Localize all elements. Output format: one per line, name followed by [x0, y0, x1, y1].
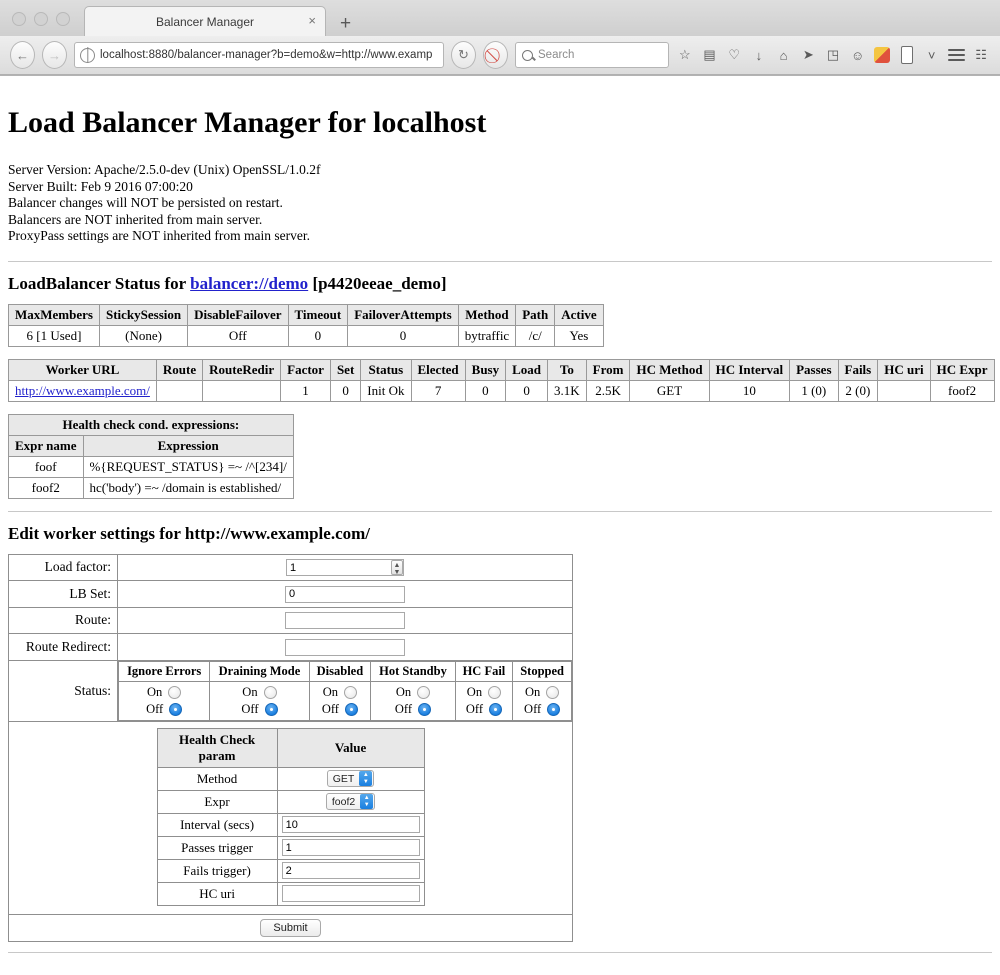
worker-table [8, 359, 995, 402]
on-label: On [147, 684, 163, 699]
battery-icon[interactable] [898, 44, 916, 66]
load-factor-cell [118, 554, 573, 581]
draining-mode-on-radio[interactable] [264, 686, 277, 699]
window-traffic-lights [12, 12, 70, 26]
hc-interval-cell [277, 813, 424, 836]
route-cell [118, 607, 573, 634]
col-timeout: Timeout [288, 304, 348, 325]
col-to: To [548, 359, 587, 380]
col-disabled: Disabled [309, 661, 371, 681]
hc-interval-input[interactable] [282, 816, 420, 833]
divider [8, 511, 992, 512]
table-row [9, 325, 604, 346]
lb-set-cell [118, 581, 573, 608]
hc-fails-cell [277, 859, 424, 882]
hc-method-label: Method [157, 767, 277, 790]
col-worker-url: Worker URL [9, 359, 157, 380]
col-expr-name: Expr name [9, 435, 84, 456]
form-row-lb-set [9, 581, 573, 608]
ignore-errors-toggle [119, 681, 210, 720]
disabled-off-row[interactable] [315, 701, 366, 718]
col-hc-param: Health Check param [157, 728, 277, 767]
ignore-errors-off-radio[interactable] [169, 703, 182, 716]
cell-hc-interval: 10 [709, 380, 790, 401]
route-redirect-input[interactable] [285, 639, 405, 656]
col-hc-value: Value [277, 728, 424, 767]
hc-fail-on-radio[interactable] [488, 686, 501, 699]
cell-busy: 0 [465, 380, 505, 401]
col-busy: Busy [465, 359, 505, 380]
disabled-on-row[interactable] [315, 684, 366, 701]
col-route: Route [156, 359, 202, 380]
col-factor: Factor [281, 359, 331, 380]
col-passes: Passes [790, 359, 838, 380]
divider [8, 952, 992, 953]
load-factor-input[interactable] [286, 559, 404, 576]
cell-routeredir [203, 380, 281, 401]
cell-to: 3.1K [548, 380, 587, 401]
tab-bar [0, 0, 1000, 36]
grid-icon[interactable]: ☷ [975, 47, 987, 62]
cell-timeout: 0 [288, 325, 348, 346]
balancer-status-heading [8, 274, 992, 294]
divider [8, 261, 992, 262]
col-stopped: Stopped [513, 661, 572, 681]
col-hc-fail: HC Fail [455, 661, 513, 681]
col-hc-expr: HC Expr [930, 359, 994, 380]
form-row-load-factor [9, 554, 573, 581]
route-redirect-label: Route Redirect: [9, 634, 118, 661]
hc-method-select[interactable] [327, 770, 375, 787]
hot-standby-off-radio[interactable] [418, 703, 431, 716]
hc-passes-input[interactable] [282, 839, 420, 856]
form-row-route-redirect [9, 634, 573, 661]
hc-fail-toggle [455, 681, 513, 720]
col-hc-interval: HC Interval [709, 359, 790, 380]
address-bar[interactable] [74, 42, 444, 68]
table-row [9, 380, 995, 401]
cell-load: 0 [506, 380, 548, 401]
pocket-icon[interactable]: ◳ [826, 47, 840, 62]
hc-passes-cell [277, 836, 424, 859]
draining-mode-off-row[interactable] [215, 701, 303, 718]
tab-balancer-manager[interactable] [84, 6, 326, 36]
off-label: Off [241, 701, 259, 716]
draining-mode-off-radio[interactable] [265, 703, 278, 716]
cell-maxmembers: 6 [1 Used] [9, 325, 100, 346]
worker-url-link[interactable]: http://www.example.com/ [15, 382, 150, 398]
hc-expr-label: Expr [157, 790, 277, 813]
off-label: Off [146, 701, 164, 716]
balancer-link[interactable]: balancer://demo [190, 273, 309, 293]
off-label: Off [465, 701, 484, 716]
chevron-down-icon[interactable]: ˅ [927, 47, 936, 63]
col-hc-method: HC Method [630, 359, 709, 380]
lb-set-input[interactable] [285, 586, 405, 603]
on-label: On [395, 684, 412, 699]
table-caption-row [9, 414, 294, 435]
on-label: On [524, 684, 541, 699]
on-label: On [466, 684, 483, 699]
health-check-cell [9, 721, 573, 914]
hot-standby-off-row[interactable] [376, 701, 449, 718]
hot-standby-toggle [371, 681, 455, 720]
col-draining-mode: Draining Mode [210, 661, 309, 681]
table-header-row [119, 661, 572, 681]
chevron-updown-icon: ▲ ▼ [359, 771, 372, 786]
cell-factor: 1 [281, 380, 331, 401]
send-tab-icon[interactable]: ➤ [802, 47, 814, 62]
reader-view-icon[interactable]: ▤ [703, 47, 716, 62]
search-placeholder: Search [538, 49, 575, 61]
off-label: Off [321, 701, 339, 716]
chevron-updown-icon: ▲ ▼ [360, 794, 373, 809]
table-row [9, 456, 294, 477]
col-hc-uri: HC uri [878, 359, 930, 380]
lb-set-label: LB Set: [9, 581, 118, 608]
inherit-note: Balancers are NOT inherited from main server. [8, 211, 263, 227]
status-label: Status: [9, 660, 118, 721]
cell-hc-expr: foof2 [930, 380, 994, 401]
load-factor-stepper[interactable] [286, 559, 404, 577]
cell-expression: %{REQUEST_STATUS} =~ /^[234]/ [83, 456, 293, 477]
col-set: Set [330, 359, 360, 380]
stopped-toggle [513, 681, 572, 720]
col-hot-standby: Hot Standby [371, 661, 455, 681]
url-text: localhost:8880/balancer-manager?b=demo&w=http://www.examp [100, 49, 433, 61]
stopped-off-radio[interactable] [547, 703, 560, 716]
col-disablefailover: DisableFailover [188, 304, 288, 325]
table-row [9, 477, 294, 498]
block-content-icon[interactable] [483, 41, 508, 69]
tab-title: Balancer Manager [155, 14, 255, 29]
cell-elected: 7 [411, 380, 465, 401]
status-toggle-table [118, 661, 572, 721]
forward-button[interactable]: → [42, 41, 67, 69]
table-row [119, 681, 572, 720]
proxypass-note: ProxyPass settings are NOT inherited from main server. [8, 228, 310, 243]
disabled-off-radio[interactable] [345, 703, 358, 716]
table-row [157, 813, 424, 836]
hc-fails-input[interactable] [282, 862, 420, 879]
hc-fails-label: Fails trigger) [157, 859, 277, 882]
cell-active: Yes [555, 325, 603, 346]
cell-failoverattempts: 0 [348, 325, 458, 346]
draining-mode-toggle [210, 681, 309, 720]
hot-standby-on-radio[interactable] [417, 686, 430, 699]
cell-from: 2.5K [586, 380, 630, 401]
col-failoverattempts: FailoverAttempts [348, 304, 458, 325]
cell-hc-method: GET [630, 380, 709, 401]
edit-worker-form [8, 554, 573, 942]
table-row [157, 790, 424, 813]
off-label: Off [524, 701, 542, 716]
hc-expr-caption: Health check cond. expressions: [9, 414, 294, 435]
cell-hc-uri [878, 380, 930, 401]
hc-uri-input[interactable] [282, 885, 420, 902]
navigation-toolbar [0, 36, 1000, 75]
stopped-on-radio[interactable] [546, 686, 559, 699]
table-row [157, 836, 424, 859]
off-label: Off [394, 701, 413, 716]
palette-swatch [874, 47, 890, 63]
hc-expr-value: foof2 [331, 795, 356, 808]
hc-fail-off-radio[interactable] [489, 703, 502, 716]
table-row [157, 767, 424, 790]
cell-expression: hc('body') =~ /domain is established/ [83, 477, 293, 498]
cell-passes: 1 (0) [790, 380, 838, 401]
maximize-window-button[interactable] [56, 12, 70, 26]
hc-expr-select[interactable] [326, 793, 375, 810]
downloads-icon[interactable]: ↓ [755, 47, 763, 63]
col-fails: Fails [838, 359, 878, 380]
disabled-on-radio[interactable] [344, 686, 357, 699]
draining-mode-on-row[interactable] [215, 684, 303, 701]
hc-method-value: GET [332, 772, 355, 785]
browser-chrome [0, 0, 1000, 76]
page-title: Load Balancer Manager for localhost [8, 106, 487, 139]
server-info [8, 162, 992, 245]
col-expression: Expression [83, 435, 293, 456]
close-window-button[interactable] [12, 12, 26, 26]
menu-button[interactable] [948, 44, 966, 66]
form-row-health-check [9, 721, 573, 914]
cell-expr-name: foof [9, 456, 84, 477]
search-icon [522, 50, 533, 61]
edit-worker-heading: Edit worker settings for http://www.example.com/ [8, 523, 371, 543]
form-row-status [9, 660, 573, 721]
cell-stickysession: (None) [99, 325, 187, 346]
hc-uri-cell [277, 882, 424, 905]
palette-icon[interactable] [874, 44, 892, 66]
hc-fail-off-row[interactable] [461, 701, 508, 718]
close-tab-icon[interactable]: × [308, 13, 316, 28]
route-label: Route: [9, 607, 118, 634]
server-version: Server Version: Apache/2.5.0-dev (Unix) OpenSSL/1.0.2f [8, 162, 321, 177]
cell-worker-url [9, 380, 157, 401]
col-load: Load [506, 359, 548, 380]
col-stickysession: StickySession [99, 304, 187, 325]
table-header-row [9, 304, 604, 325]
hamburger-icon [948, 49, 965, 61]
cell-set: 0 [330, 380, 360, 401]
smiley-icon[interactable]: ☺ [851, 47, 865, 63]
minimize-window-button[interactable] [34, 12, 48, 26]
stepper-arrows-icon[interactable]: ▲ ▼ [391, 560, 403, 575]
new-tab-button[interactable]: + [340, 13, 352, 34]
ignore-errors-on-row[interactable] [124, 684, 204, 701]
table-header-row [9, 435, 294, 456]
col-ignore-errors: Ignore Errors [119, 661, 210, 681]
back-button[interactable]: ← [10, 41, 35, 69]
col-method: Method [458, 304, 516, 325]
table-row [157, 859, 424, 882]
health-check-expressions-table [8, 414, 294, 499]
submit-cell [9, 914, 573, 941]
form-row-submit [9, 914, 573, 941]
on-label: On [242, 684, 258, 699]
hc-interval-label: Interval (secs) [157, 813, 277, 836]
cell-disablefailover: Off [188, 325, 288, 346]
cell-fails: 2 (0) [838, 380, 878, 401]
submit-button[interactable]: Submit [260, 919, 320, 937]
battery-glyph [901, 46, 913, 64]
cell-route [156, 380, 202, 401]
hc-uri-label: HC uri [157, 882, 277, 905]
hc-method-cell [277, 767, 424, 790]
bookmark-star-icon[interactable]: ☆ [679, 47, 691, 62]
col-from: From [586, 359, 630, 380]
col-path: Path [516, 304, 555, 325]
persist-note: Balancer changes will NOT be persisted on restart. [8, 195, 283, 210]
server-built: Server Built: Feb 9 2016 07:00:20 [8, 178, 193, 194]
stopped-on-row[interactable] [518, 684, 566, 701]
cell-expr-name: foof2 [9, 477, 84, 498]
hc-fail-on-row[interactable] [461, 684, 508, 701]
form-row-route [9, 607, 573, 634]
route-redirect-cell [118, 634, 573, 661]
cell-path: /c/ [516, 325, 555, 346]
reload-button[interactable]: ↻ [451, 41, 476, 69]
search-input[interactable] [515, 42, 669, 68]
hc-passes-label: Passes trigger [157, 836, 277, 859]
col-maxmembers: MaxMembers [9, 304, 100, 325]
home-icon[interactable]: ⌂ [779, 47, 788, 63]
status-cell [118, 660, 573, 721]
col-active: Active [555, 304, 603, 325]
load-factor-label: Load factor: [9, 554, 118, 581]
col-elected: Elected [411, 359, 465, 380]
table-row [157, 882, 424, 905]
balancer-summary-table [8, 304, 604, 347]
cell-method: bytraffic [458, 325, 516, 346]
hot-standby-on-row[interactable] [376, 684, 449, 701]
on-label: On [322, 684, 339, 699]
route-input[interactable] [285, 612, 405, 629]
cell-status: Init Ok [361, 380, 411, 401]
table-header-row [9, 359, 995, 380]
table-header-row [157, 728, 424, 767]
stopped-off-row[interactable] [518, 701, 566, 718]
globe-icon [80, 48, 95, 63]
hc-expr-cell [277, 790, 424, 813]
page-content [0, 76, 1000, 975]
ignore-errors-off-row[interactable] [124, 701, 204, 718]
col-routeredir: RouteRedir [203, 359, 281, 380]
disabled-toggle [309, 681, 371, 720]
col-status: Status [361, 359, 411, 380]
balancer-heading-prefix: LoadBalancer Status for [8, 273, 191, 293]
shield-icon[interactable]: ♡ [728, 47, 741, 62]
ignore-errors-on-radio[interactable] [168, 686, 181, 699]
balancer-heading-suffix: [p4420eeae_demo] [308, 273, 447, 293]
health-check-params-table [157, 728, 425, 906]
